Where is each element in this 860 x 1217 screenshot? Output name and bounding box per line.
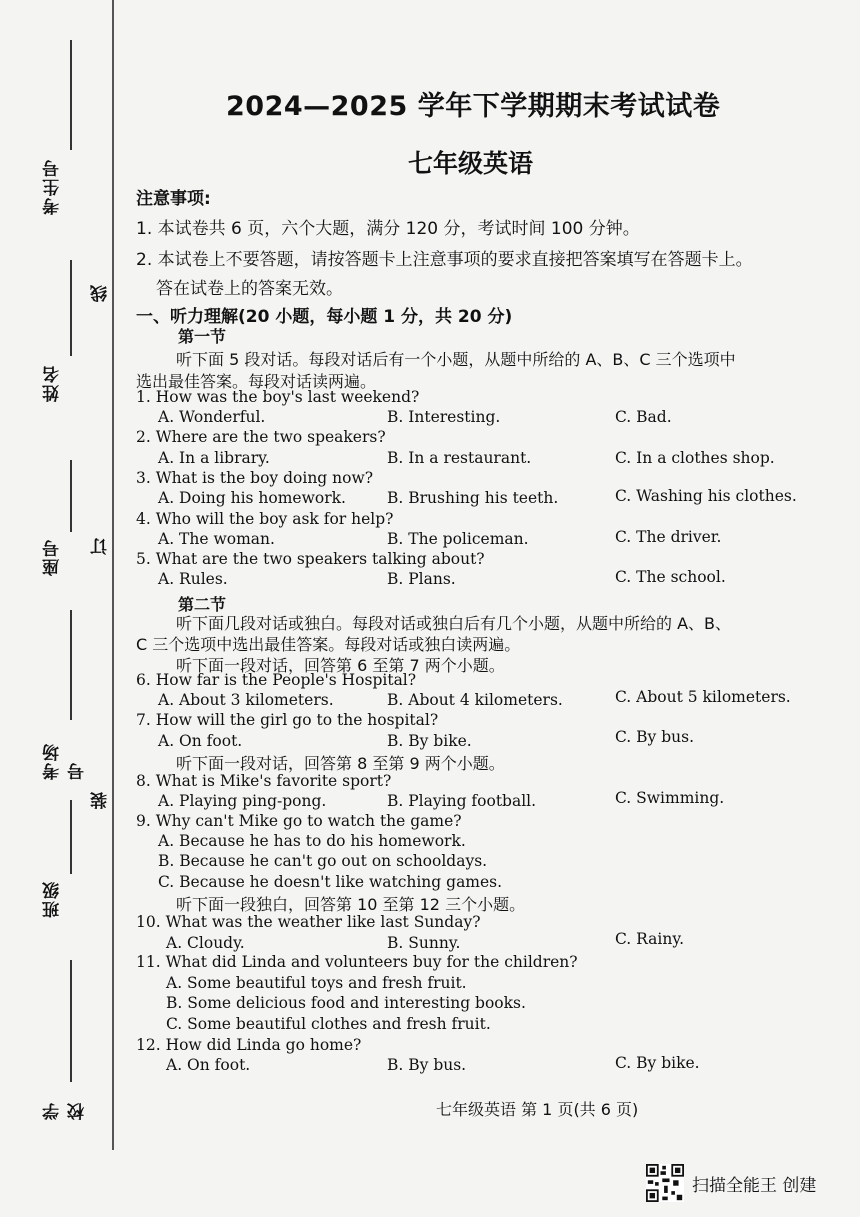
field-label: 座号 — [43, 538, 63, 576]
option-c: C. The driver. — [615, 528, 722, 546]
field-school — [40, 960, 88, 1120]
field-label: 姓名 — [43, 364, 63, 402]
question: 4. Who will the boy ask for help? — [136, 510, 394, 528]
option-c: C. Because he doesn't like watching games. — [158, 873, 503, 891]
option-c: C. By bus. — [615, 728, 695, 746]
option-c: C. The school. — [615, 568, 726, 586]
scanner-label: 扫描全能王 创建 — [692, 1175, 817, 1196]
binding-sidebar — [0, 0, 114, 1150]
option-b: B. Some delicious food and interesting books. — [166, 994, 526, 1012]
option-b: B. Sunny. — [387, 934, 461, 952]
option-b: B. About 4 kilometers. — [387, 691, 563, 709]
question: 8. What is Mike's favorite sport? — [136, 772, 392, 790]
field-name — [40, 260, 80, 410]
page-subtitle: 七年级英语 — [408, 149, 534, 178]
question: 12. How did Linda go home? — [136, 1036, 362, 1054]
question: 3. What is the boy doing now? — [136, 469, 374, 487]
field-label: 学校 — [43, 1101, 88, 1120]
option-a: A. On foot. — [166, 1056, 251, 1074]
option-b: B. Interesting. — [387, 408, 501, 426]
option-a: A. Some beautiful toys and fresh fruit. — [166, 974, 467, 992]
instruction: 选出最佳答案。每段对话读两遍。 — [136, 372, 377, 391]
qr-code-icon — [646, 1164, 684, 1202]
option-c: C. Bad. — [615, 408, 672, 426]
field-seat-number — [40, 460, 80, 580]
option-a: A. Playing ping-pong. — [158, 792, 327, 810]
instruction: 听下面几段对话或独白。每段对话或独白后有几个小题，从题中所给的 A、B、 — [176, 614, 732, 633]
option-c: C. Washing his clothes. — [615, 487, 797, 505]
field-room-number — [40, 610, 88, 780]
option-c: C. Swimming. — [615, 789, 725, 807]
sub-instruction: 听下面一段独白，回答第 10 至第 12 三个小题。 — [176, 895, 526, 914]
option-a: A. About 3 kilometers. — [158, 691, 334, 709]
option-b: B. Playing football. — [387, 792, 537, 810]
option-a: A. The woman. — [158, 530, 275, 548]
option-a: A. Because he has to do his homework. — [158, 832, 466, 850]
notice-heading: 注意事项: — [136, 189, 211, 209]
notice-item: 答在试卷上的答案无效。 — [156, 279, 343, 299]
question: 6. How far is the People's Hospital? — [136, 671, 417, 689]
field-label: 考生号 — [43, 158, 63, 215]
option-b: B. The policeman. — [387, 530, 529, 548]
question: 10. What was the weather like last Sunday? — [136, 913, 481, 931]
fill-line — [70, 960, 72, 1082]
sub-instruction: 听下面一段对话，回答第 6 至第 7 两个小题。 — [176, 656, 505, 675]
instruction: C 三个选项中选出最佳答案。每段对话或独白读两遍。 — [136, 635, 521, 654]
option-a: A. Doing his homework. — [158, 489, 346, 507]
option-a: A. Cloudy. — [166, 934, 245, 952]
option-b: B. By bus. — [387, 1056, 467, 1074]
option-b: B. Because he can't go out on schooldays. — [158, 852, 488, 870]
option-b: B. By bike. — [387, 732, 472, 750]
field-exam-number — [40, 40, 80, 230]
notice-item: 1. 本试卷共 6 页，六个大题，满分 120 分，考试时间 100 分钟。 — [136, 219, 640, 239]
option-a: A. On foot. — [158, 732, 243, 750]
fill-line — [70, 40, 72, 150]
question: 1. How was the boy's last weekend? — [136, 388, 420, 406]
binding-mark: 装 — [91, 792, 111, 809]
fill-line — [70, 260, 72, 356]
question: 11. What did Linda and volunteers buy for the children? — [136, 953, 578, 971]
fill-line — [70, 800, 72, 874]
field-label: 班级 — [43, 880, 63, 918]
part-heading: 第二节 — [178, 595, 227, 614]
question: 5. What are the two speakers talking about? — [136, 550, 485, 568]
page-title: 2024—2025 学年下学期期末考试试卷 — [226, 91, 721, 122]
scanner-watermark — [646, 1163, 816, 1203]
option-c: C. Some beautiful clothes and fresh fruit. — [166, 1015, 491, 1033]
fill-line — [70, 610, 72, 720]
section-heading: 一、听力理解(20 小题，每小题 1 分，共 20 分) — [136, 307, 513, 327]
field-label: 考场号 — [43, 742, 88, 780]
option-c: C. In a clothes shop. — [615, 449, 775, 467]
binding-mark: 线 — [91, 285, 111, 302]
option-b: B. Plans. — [387, 570, 456, 588]
notice-item: 2. 本试卷上不要答题，请按答题卡上注意事项的要求直接把答案填写在答题卡上。 — [136, 250, 753, 270]
option-b: B. Brushing his teeth. — [387, 489, 559, 507]
option-a: A. Rules. — [158, 570, 228, 588]
option-c: C. By bike. — [615, 1054, 700, 1072]
instruction: 听下面 5 段对话。每段对话后有一个小题，从题中所给的 A、B、C 三个选项中 — [176, 350, 736, 369]
option-c: C. Rainy. — [615, 930, 684, 948]
page-footer: 七年级英语 第 1 页(共 6 页) — [436, 1100, 639, 1119]
question: 2. Where are the two speakers? — [136, 428, 386, 446]
option-a: A. In a library. — [158, 449, 270, 467]
option-c: C. About 5 kilometers. — [615, 688, 791, 706]
question: 9. Why can't Mike go to watch the game? — [136, 812, 462, 830]
sub-instruction: 听下面一段对话，回答第 8 至第 9 两个小题。 — [176, 754, 505, 773]
option-a: A. Wonderful. — [158, 408, 266, 426]
option-b: B. In a restaurant. — [387, 449, 532, 467]
fill-line — [70, 460, 72, 532]
binding-mark: 订 — [91, 538, 111, 555]
question: 7. How will the girl go to the hospital? — [136, 711, 439, 729]
part-heading: 第一节 — [178, 327, 227, 346]
field-class — [40, 800, 80, 930]
